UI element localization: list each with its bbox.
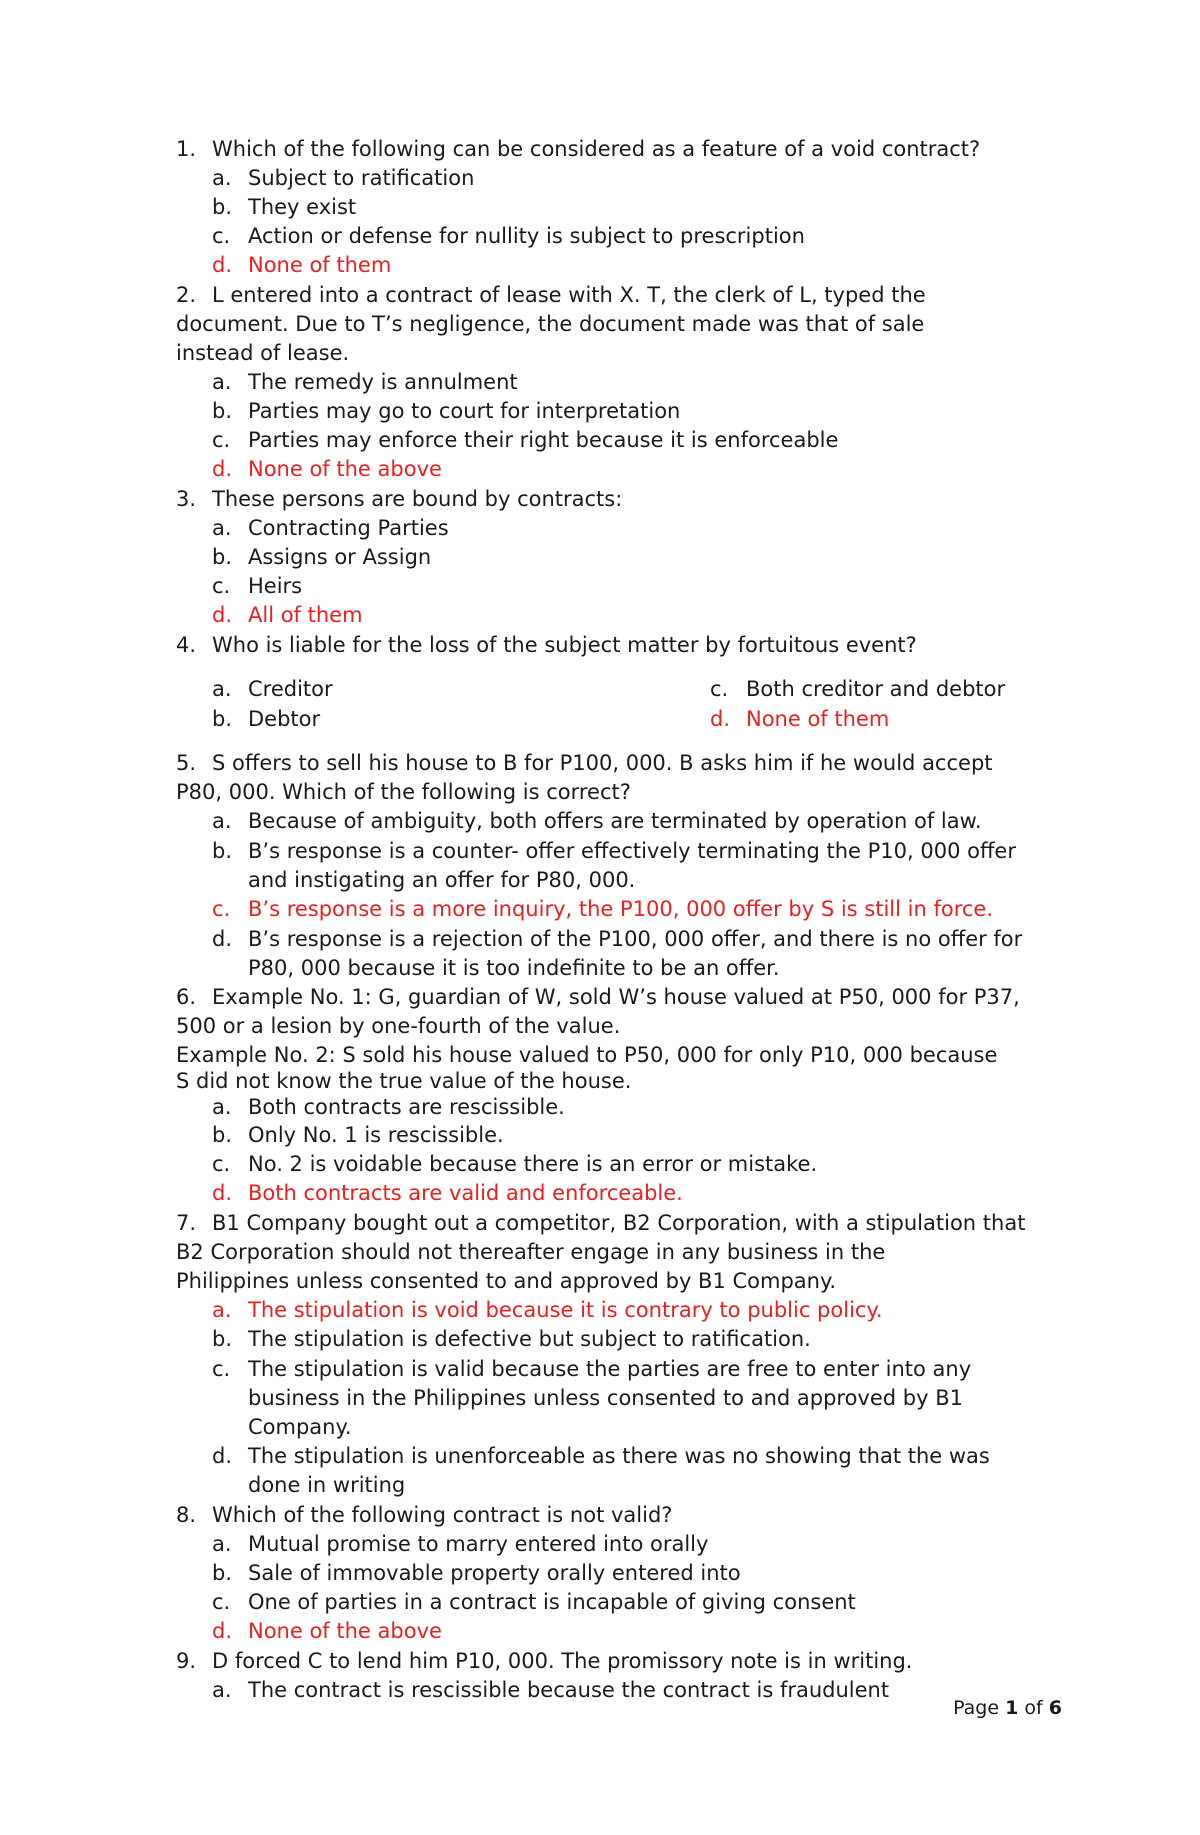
option-label: b. xyxy=(212,545,233,569)
question-text: 500 or a lesion by one-fourth of the value. xyxy=(176,1014,621,1038)
option-text: Parties may enforce their right because it is enforceable xyxy=(248,428,839,452)
question-number: 3. xyxy=(176,487,197,511)
option-label: d. xyxy=(212,603,233,627)
option-text: Both creditor and debtor xyxy=(746,677,1006,701)
option-label: a. xyxy=(212,516,232,540)
option-label: c. xyxy=(212,574,231,598)
question-text: Which of the following can be considered as a feature of a void contract? xyxy=(212,137,981,161)
option-text: Sale of immovable property orally entered into xyxy=(248,1561,741,1585)
question-text: S offers to sell his house to B for P100, 000. B asks him if he would accept xyxy=(212,751,993,775)
option-label: d. xyxy=(212,927,233,951)
question-text: Example No. 1: G, guardian of W, sold W’s house valued at P50, 000 for P37, xyxy=(212,985,1020,1009)
option-label: b. xyxy=(212,839,233,863)
question-text: S did not know the true value of the house. xyxy=(176,1069,632,1093)
option-text: and instigating an offer for P80, 000. xyxy=(248,868,636,892)
option-label: a. xyxy=(212,1678,232,1702)
question-number: 9. xyxy=(176,1649,197,1673)
option-label: b. xyxy=(212,1327,233,1351)
question-text: instead of lease. xyxy=(176,341,350,365)
option-label: b. xyxy=(212,1123,233,1147)
answer-text: All of them xyxy=(248,603,363,627)
option-text: No. 2 is voidable because there is an error or mistake. xyxy=(248,1152,818,1176)
question-5-line xyxy=(176,778,631,806)
option-label: d. xyxy=(212,253,233,277)
option-label: d. xyxy=(212,1444,233,1468)
option-label: b. xyxy=(212,707,233,731)
answer-text: B’s response is a more inquiry, the P100, 000 offer by S is still in force. xyxy=(248,897,994,921)
option-text: They exist xyxy=(248,195,357,219)
option-label: d. xyxy=(212,457,233,481)
answer-text: None of the above xyxy=(248,1619,442,1643)
option-label: c. xyxy=(212,428,231,452)
answer-text: None of the above xyxy=(248,457,442,481)
option-label: c. xyxy=(212,1357,231,1381)
option-text: Debtor xyxy=(248,707,321,731)
option-text: Both contracts are rescissible. xyxy=(248,1095,565,1119)
question-number: 4. xyxy=(176,633,197,657)
question-text: B2 Corporation should not thereafter engage in any business in the xyxy=(176,1240,886,1264)
question-text: Example No. 2: S sold his house valued to P50, 000 for only P10, 000 because xyxy=(176,1043,998,1067)
question-number: 7. xyxy=(176,1211,197,1235)
question-2-line xyxy=(176,310,924,338)
option-text: Creditor xyxy=(248,677,333,701)
option-text: Parties may go to court for interpretation xyxy=(248,399,681,423)
option-text: One of parties in a contract is incapable of giving consent xyxy=(248,1590,856,1614)
question-7-line xyxy=(176,1238,885,1266)
question-text: document. Due to T’s negligence, the document made was that of sale xyxy=(176,312,925,336)
option-label: a. xyxy=(212,370,232,394)
question-number: 8. xyxy=(176,1503,197,1527)
question-text: D forced C to lend him P10, 000. The promissory note is in writing. xyxy=(212,1649,913,1673)
total-pages: 6 xyxy=(1048,1697,1062,1719)
question-text: These persons are bound by contracts: xyxy=(212,487,623,511)
option-text: The remedy is annulment xyxy=(248,370,518,394)
option-label: d. xyxy=(212,1619,233,1643)
question-2-line xyxy=(176,339,349,367)
option-label: a. xyxy=(212,1095,232,1119)
option-label: c. xyxy=(212,224,231,248)
option-text: Only No. 1 is rescissible. xyxy=(248,1123,504,1147)
question-text: P80, 000. Which of the following is correct? xyxy=(176,780,631,804)
option-label: a. xyxy=(212,166,232,190)
question-text: Which of the following contract is not valid? xyxy=(212,1503,673,1527)
option-text: The stipulation is unenforceable as there was no showing that the was xyxy=(248,1444,990,1468)
option-text: The stipulation is defective but subject to ratification. xyxy=(248,1327,811,1351)
current-page: 1 xyxy=(1005,1697,1019,1719)
question-number: 2. xyxy=(176,283,197,307)
option-label: c. xyxy=(212,1590,231,1614)
question-6-line xyxy=(176,1067,631,1095)
question-text: Who is liable for the loss of the subject matter by fortuitous event? xyxy=(212,633,917,657)
option-text: Heirs xyxy=(248,574,303,598)
option-text: The contract is rescissible because the contract is fraudulent xyxy=(248,1678,890,1702)
option-label: a. xyxy=(212,1298,232,1322)
option-text: Mutual promise to marry entered into orally xyxy=(248,1532,709,1556)
question-number: 5. xyxy=(176,751,197,775)
option-label: b. xyxy=(212,399,233,423)
question-6-line xyxy=(176,1041,997,1069)
answer-text: Both contracts are valid and enforceable. xyxy=(248,1181,683,1205)
option-text: The stipulation is valid because the parties are free to enter into any xyxy=(248,1357,972,1381)
option-label: a. xyxy=(212,809,232,833)
question-6-line xyxy=(176,1012,620,1040)
question-text: L entered into a contract of lease with X. T, the clerk of L, typed the xyxy=(212,283,926,307)
option-label: a. xyxy=(212,1532,232,1556)
question-text: B1 Company bought out a competitor, B2 Corporation, with a stipulation that xyxy=(212,1211,1026,1235)
option-label: d. xyxy=(212,1181,233,1205)
option-label: a. xyxy=(212,677,232,701)
option-text: Contracting Parties xyxy=(248,516,449,540)
option-text: Subject to ratification xyxy=(248,166,475,190)
of-word: of xyxy=(1024,1697,1043,1719)
answer-text: The stipulation is void because it is contrary to public policy. xyxy=(248,1298,883,1322)
question-text: Philippines unless consented to and approved by B1 Company. xyxy=(176,1269,837,1293)
question-number: 6. xyxy=(176,985,197,1009)
page-number-footer xyxy=(953,1695,1062,1721)
question-7-line xyxy=(176,1267,836,1295)
option-text: B’s response is a rejection of the P100, 000 offer, and there is no offer for xyxy=(248,927,1023,951)
option-label: c. xyxy=(212,1152,231,1176)
option-text: B’s response is a counter- offer effectively terminating the P10, 000 offer xyxy=(248,839,1016,863)
option-label: c. xyxy=(710,677,729,701)
option-text: done in writing xyxy=(248,1473,406,1497)
question-number: 1. xyxy=(176,137,197,161)
option-text: Because of ambiguity, both offers are terminated by operation of law. xyxy=(248,809,982,833)
option-label: d. xyxy=(710,707,731,731)
answer-text: None of them xyxy=(248,253,392,277)
page-word: Page xyxy=(953,1697,1000,1719)
answer-text: None of them xyxy=(746,707,890,731)
option-text: Company. xyxy=(248,1415,352,1439)
option-text: business in the Philippines unless consented to and approved by B1 xyxy=(248,1386,963,1410)
option-label: b. xyxy=(212,195,233,219)
option-text: P80, 000 because it is too indefinite to be an offer. xyxy=(248,956,780,980)
option-label: b. xyxy=(212,1561,233,1585)
option-text: Action or defense for nullity is subject to prescription xyxy=(248,224,805,248)
option-text: Assigns or Assign xyxy=(248,545,432,569)
option-label: c. xyxy=(212,897,231,921)
